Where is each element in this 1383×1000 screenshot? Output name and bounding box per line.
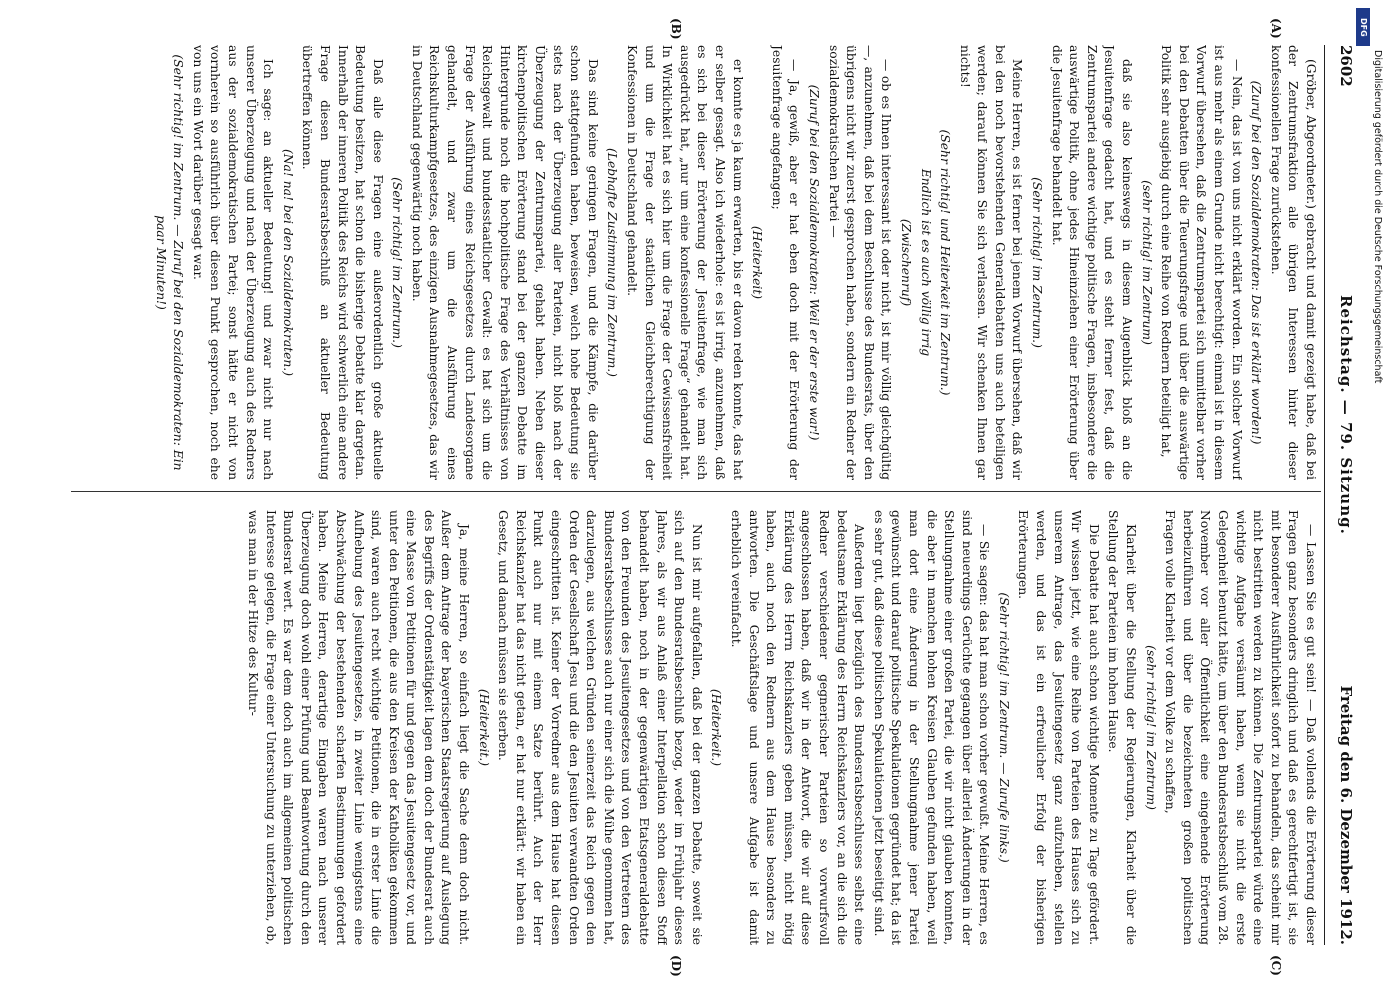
interjection: (Sehr richtig! im Zentrum. — Zurufe links.): [996, 592, 1011, 863]
column-divider: [71, 491, 1321, 492]
page-number: 2602: [1337, 45, 1355, 87]
paragraph: — Sie sagen: das hat man schon vorher gewußt. Meine Herren, es sind neuerdings Gerüchte gegangen über allerlei Änderungen in der Stellungnahme einer großen Partei, die wir nicht glauben konnten, die aber in manchen hohen Kreisen Glauben gefunden haben, weil man dort eine Änderung in der Stellungnahme jener Partei gewünscht und darauf politische Spekulationen gegründet hat; da ist es sehr gut, daß diese politischen Spekulationen jetzt beseitigt sind.: [871, 510, 992, 945]
paragraph: Nun ist mir aufgefallen, daß bei der ganzen Debatte, soweit sie sich auf den Bundesratsbeschluß bezog, weder im Frühjahr dieses Jahres, als wir aus Anlaß einer Interpellation schon diesen Stoff behandelt haben, noch in der gegenwärtigen Etatsgeneraldebatte von den Freunden des Jesuitengesetzes und von den Vertretern des Bundesratsbeschlusses auch nur einer sich die Mühe genommen hat, darzulegen, aus welchen Gründen seinerzeit das Reich gegen den Orden der Gesellschaft Jesu und die den Jesuiten verwandten Orden eingeschritten ist. Keiner der Vorredner aus dem Hause hat diesen Punkt auch nur mit einem Satze berührt. Auch der Herr Reichskanzler hat das nicht getan, er hat nur erklärt: wir haben ein Gesetz, und danach müssen sie sterben.: [496, 510, 704, 945]
paragraph: Die Debatte hat auch schon wichtige Momente zu Tage gefördert. Wir wissen jetzt, wie eine Reihe von Parteien des Hauses sich zu unserem Antrage, das Jesuitengesetz ganz aufzuheben, stellen werden, und das ist ein erfreulicher Erfolg der bisherigen Erörterungen.: [1016, 510, 1101, 945]
interjection: (Heiterkeit.): [476, 688, 491, 767]
paragraph: Meine Herren, es ist ferner bei jenem Vorwurf übersehen, daß wir bei den noch bevorstehenden Generaldebatten uns auch beteiligen werden; darauf können Sie sich verlassen. Wir schenken Ihnen gar nichts!: [957, 45, 1025, 480]
right-text-column: [74, 510, 1319, 945]
paragraph: — Ja, gewiß, aber er hat eben doch mit der Erörterung der Jesuitenfrage angefangen;: [769, 45, 802, 480]
interjection: Endlich ist es auch völlig irrig: [918, 168, 933, 357]
interjection: (Sehr richtig! im Zentrum.): [1030, 177, 1045, 348]
paragraph: Ja, meine Herren, so einfach liegt die Sache denn doch nicht. Außer dem Antrage der bayerischen Staatsregierung auf Auslegung des Begriffs der Ordenstätigkeit lagen dem doch der Bundesrat auch eine Masse von Petitionen für und gegen das Jesuitengesetz vor, und unter den Petitionen, die aus den Kreisen der Katholiken gekommen sind, waren auch recht wichtige Petitionen, die in erster Linie die Aufhebung des Jesuitengesetzes, in zweiter Linie wenigstens eine Abschwächung der bestehenden scharfen Bestimmungen gefordert haben. Meine Herren, derartige Eingaben waren nach unserer Überzeugung doch wohl einer Prüfung und Beantwortung durch den Bundesrat wert. Es war dem doch auch im allgemeinen politischen Interesse gelegen, die Frage einer Untersuchung zu unterziehen, ob, was man in der Hitze des Kultur-: [245, 510, 472, 945]
interjection: (Na! na! bei den Sozialdemokraten.): [280, 148, 295, 377]
interjection: (Sehr richtig! und Heiterkeit im Zentrum.): [938, 129, 953, 396]
paragraph: er konnte es ja kaum erwarten, bis er davon reden konnte, das hat er selber gesagt. Also ich wiederhole: es ist irrig, anzunehmen, daß es sich bei dieser Erörterung der Jesuitenfrage, wie man sich ausgedrückt hat, „nur um eine konfessionelle Frage“ gehandelt hat. In Wirklichkeit hat es sich hier um die Frage der Gewissensfreiheit und um die Frage der staatlichen Gleichberechtigung der Konfessionen in Deutschland gehandelt.: [625, 45, 745, 480]
paragraph: daß sie also keineswegs in diesem Augenblick bloß an die Jesuitenfrage gedacht hat, und es steht ferner fest, daß die Zentrumspartei andere wichtige politische Fragen, insbesondere die auswärtige Politik, ohne jedes Hineinziehen einer Erörterung über die Jesuitenfrage behandelt hat.: [1049, 45, 1135, 480]
paragraph: Das sind keine geringen Fragen, und die Kämpfe, die darüber schon stattgefunden haben, beweisen, welch hohe Bedeutung sie stets nach der Überzeugung aller Parteien, nicht bloß nach der Überzeugung der Zentrumspartei, gehabt haben. Neben dieser kirchenpolitischen Erörterung stand bei der ganzen Debatte im Hintergrunde noch die hochpolitische Frage des Verhältnisses von Reichsgewalt und bundesstaatlicher Gewalt: es hat sich um die Frage der Ausführung eines Reichsgesetzes durch Landesorgane gehandelt, und zwar um die Ausführung eines Reichskulturkampfgesetzes, des einzigen Ausnahmegesetzes, das wir in Deutschland gegenwärtig noch haben.: [409, 45, 600, 480]
margin-marker-a: (A): [1269, 18, 1283, 39]
paragraph: (Gröber, Abgeordneter.) gebracht und damit gezeigt habe, daß bei der Zentrumsfraktion alle übrigen Interessen hinter dieser konfessionellen Frage zurückstehen.: [1268, 45, 1318, 480]
margin-marker-d: (D): [669, 955, 683, 977]
interjection: (Sehr richtig! im Zentrum. — Zuruf bei den Sozialdemokraten: Ein paar Minuten!): [153, 54, 186, 471]
page-header: [1329, 45, 1355, 945]
left-text-column: [74, 45, 1319, 480]
digitization-credit: Digitalisierung gefördert durch die Deutsche Forschungsgemeinschaft: [1372, 50, 1383, 384]
interjection: (Zuruf bei den Sozialdemokraten: Weil er der erste war!): [806, 84, 821, 441]
paragraph: — Nein, das ist von uns nicht erklärt worden. Ein solcher Vorwurf ist aus mehr als einem Grunde nicht berechtigt: einmal ist in diesem Vorwurf übersehen, daß die Zentrumspartei sich unmittelbar vorher bei den Debatten über die Teuerungsfrage und über die auswärtige Politik sehr ausgiebig durch eine Reihe von Rednern beteiligt hat,: [1159, 45, 1244, 480]
paragraph: Klarheit über die Stellung der Regierungen, Klarheit über die Stellung der Parteien im hohen Hause.: [1106, 510, 1139, 945]
paragraph: — Lassen Sie es gut sein! — Daß vollends die Erörterung dieser Fragen ganz besonders dringlich und daß es gerechtfertigt ist, sie mit besonderer Ausführlichkeit sofort zu behandeln, das scheint mir nicht bestritten werden zu können. Die Zentrumspartei würde eine wichtige Aufgabe versäumt haben, wenn sie nicht die erste Gelegenheit benutzt hätte, um über den Bundesratsbeschluß vom 28. November vor aller Öffentlichkeit eine eingehende Erörterung herbeizuführen und über die bezeichneten großen politischen Fragen volle Klarheit vor dem Volke zu schaffen,: [1163, 510, 1318, 945]
interjection: (Zuruf bei den Sozialdemokraten: Das ist erklärt worden!): [1249, 80, 1264, 445]
dfg-logo: DFG: [1356, 8, 1370, 46]
interjection: (Heiterkeit): [750, 225, 765, 300]
interjection: (Lebhafte Zustimmung im Zentrum.): [605, 148, 620, 377]
paragraph: Außerdem liegt bezüglich des Bundesratsbeschlusses selbst eine bedeutsame Erklärung des Herrn Reichskanzlers vor, an die sich die Redner verschiedener gegnerischer Parteien so vorwurfsvoll angeschlossen haben, daß wir in der Antwort, die wir auf diese Erklärung des Herrn Reichskanzlers geben müssen, nicht nötig haben, auch noch den Rednern aus dem Hause besonders zu antworten. Die Geschäftslage und unsere Aufgabe ist damit erheblich vereinfacht.: [729, 510, 867, 945]
paragraph: Daß alle diese Fragen eine außerordentlich große aktuelle Bedeutung besitzen, hat schon die bisherige Debatte klar dargetan. Innerhalb der inneren Politik des Reichs wird schwerlich eine andere Frage diesen Bundesratsbeschluß an aktueller Bedeutung übertreffen können.: [300, 45, 385, 480]
margin-marker-c: (C): [1269, 955, 1283, 976]
interjection: (Zwischenruf): [898, 218, 913, 307]
paragraph: Ich sage: an aktueller Bedeutung! und zwar nicht nur nach unserer Überzeugung und nach der Überzeugung auch des Redners aus der sozialdemokratischen Partei; sonst hätte er nicht von vornherein so ausführlich über diesen Punkt gesprochen, noch ehe von uns ein Wort darüber gesagt war.: [190, 45, 276, 480]
interjection: (Heiterkeit.): [709, 688, 724, 767]
interjection: (sehr richtig! im Zentrum): [1139, 180, 1154, 345]
header-rule: [1324, 45, 1325, 945]
interjection: (Sehr richtig! im Zentrum.): [390, 177, 405, 348]
session-title: Reichstag. — 79. Sitzung.: [1337, 295, 1355, 535]
interjection: (sehr richtig! im Zentrum): [1143, 645, 1158, 810]
paragraph: — ob es Ihnen interessant ist oder nicht, ist mir völlig gleichgültig —, anzunehmen, daß bei dem Beschlusse des Bundesrats, über den übrigens nicht wir zuerst gesprochen haben, sondern ein Redner der sozialdemokratischen Partei —: [826, 45, 894, 480]
session-date: Freitag den 6. Dezember 1912.: [1337, 685, 1355, 945]
margin-marker-b: (B): [669, 18, 683, 40]
